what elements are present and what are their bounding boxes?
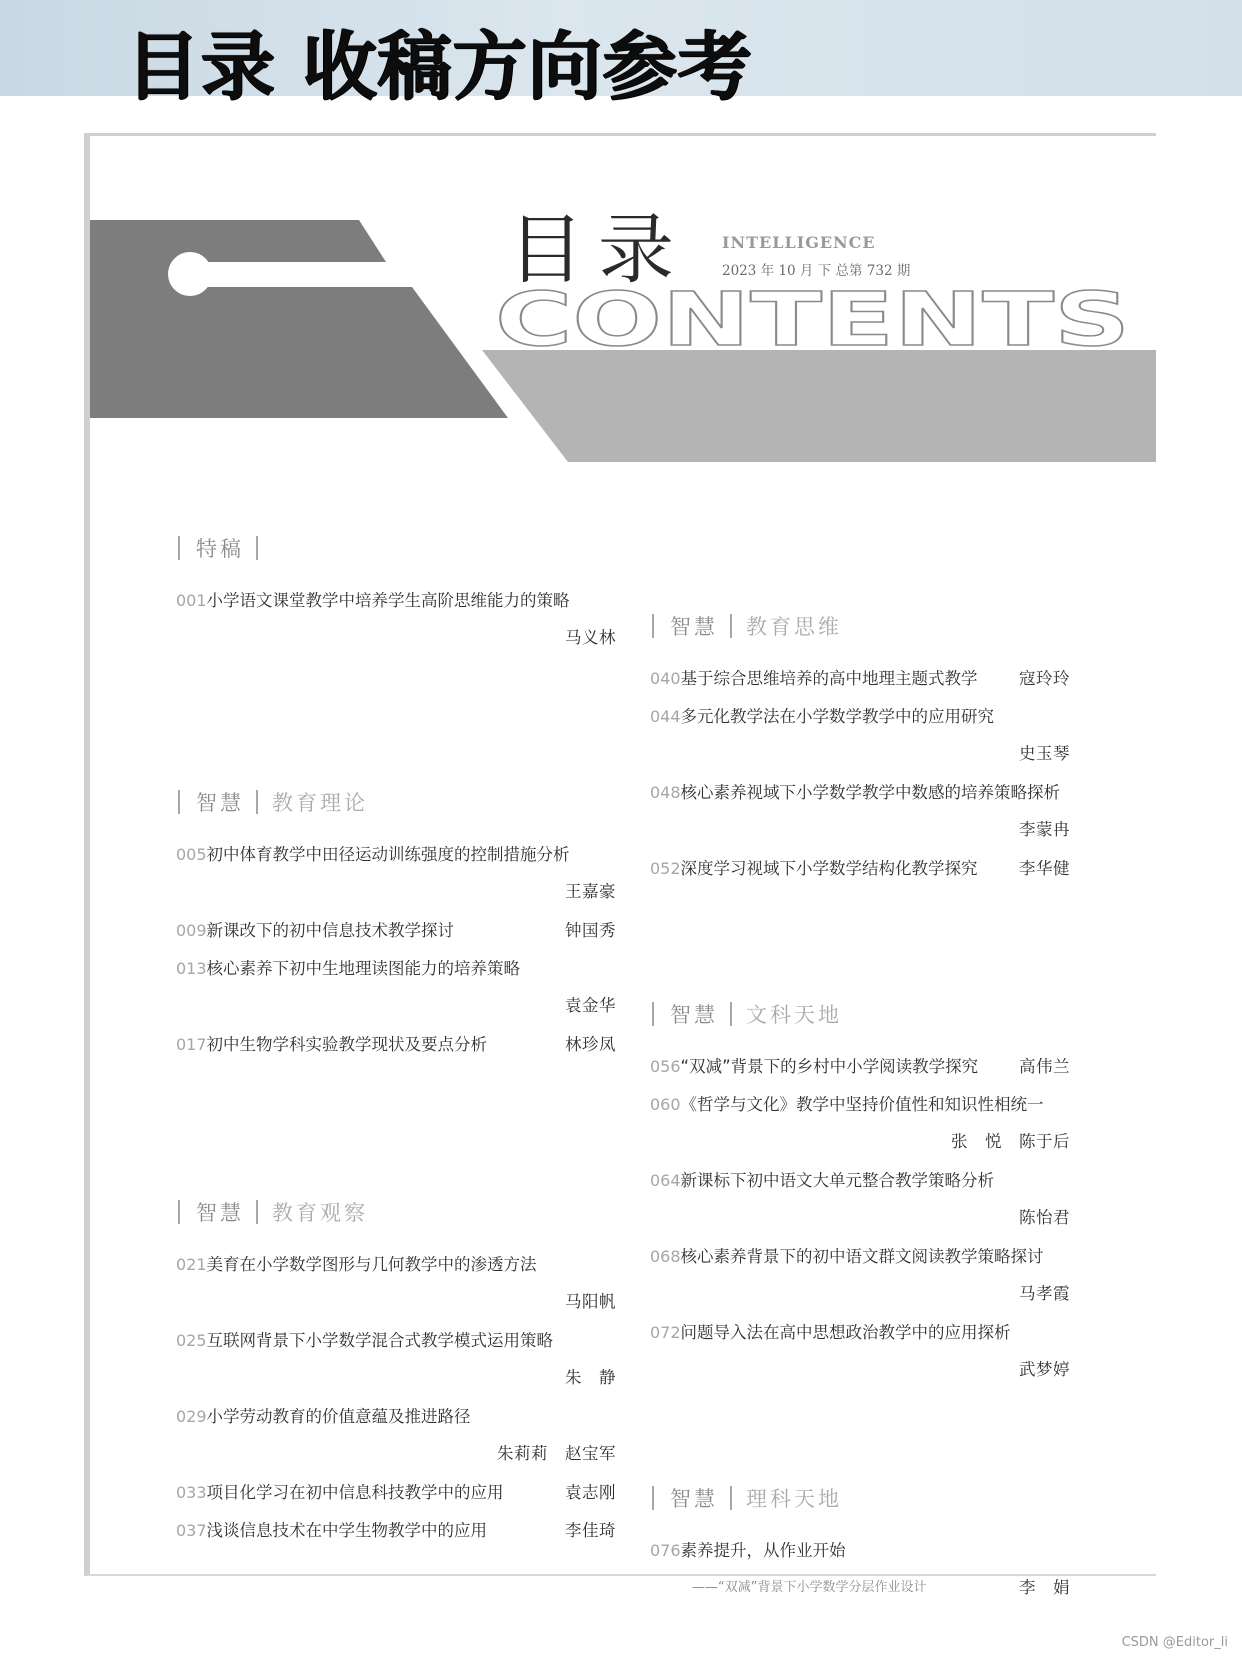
author-name: 马义林 [565, 628, 616, 647]
divider [730, 1486, 732, 1510]
page-number: 068 [650, 1247, 681, 1266]
page-number: 037 [176, 1521, 207, 1540]
toc-section [176, 532, 616, 658]
divider [256, 1200, 258, 1224]
page-number: 072 [650, 1323, 681, 1342]
article-title: 《哲学与文化》教学中坚持价值性和知识性相统一 [680, 1094, 1044, 1114]
page-number: 025 [176, 1331, 207, 1350]
section-category: 智慧 [196, 791, 244, 815]
toc-entry[interactable] [650, 1086, 1070, 1162]
author-name: 高伟兰 [1019, 1056, 1070, 1076]
entry-author-row [650, 1276, 1070, 1314]
article-title: 项目化学习在初中信息科技教学中的应用 [206, 1482, 504, 1502]
page-number: 048 [650, 783, 681, 802]
toc-section [176, 786, 616, 1064]
divider [730, 1002, 732, 1026]
article-title: 多元化教学法在小学数学教学中的应用研究 [680, 706, 995, 726]
watermark: CSDN @Editor_li [1121, 1635, 1228, 1650]
entry-list [176, 836, 616, 1064]
entry-title-row [176, 1474, 616, 1512]
divider [730, 614, 732, 638]
author-name: 李佳琦 [565, 1520, 616, 1540]
toc-entry[interactable] [650, 1532, 1070, 1608]
author-name: 陈怡君 [1019, 1208, 1070, 1227]
section-heading [650, 998, 1070, 1030]
entry-title-row [650, 698, 1070, 736]
article-title: 初中体育教学中田径运动训练强度的控制措施分析 [206, 844, 570, 864]
entry-author-row [650, 812, 1070, 850]
toc-entry[interactable] [650, 1048, 1070, 1086]
toc-section [650, 998, 1070, 1390]
entry-author-row [650, 1124, 1070, 1162]
article-title: 小学劳动教育的价值意蕴及推进路径 [206, 1406, 471, 1426]
article-title: 新课标下初中语文大单元整合教学策略分析 [680, 1170, 995, 1190]
article-title: 问题导入法在高中思想政治教学中的应用探析 [680, 1322, 1011, 1342]
section-heading [650, 1482, 1070, 1514]
entry-title-row [650, 1048, 1070, 1086]
page-number: 040 [650, 669, 681, 688]
entry-author-row [176, 874, 616, 912]
toc-entry[interactable] [176, 1398, 616, 1474]
article-title: 素养提升，从作业开始 [680, 1540, 846, 1560]
page-number: 076 [650, 1541, 681, 1560]
article-title: 浅谈信息技术在中学生物教学中的应用 [206, 1520, 488, 1540]
section-category: 智慧 [196, 1201, 244, 1225]
section-category: 特稿 [196, 537, 244, 561]
entry-title-row [650, 1238, 1070, 1276]
toc-entry[interactable] [650, 774, 1070, 850]
toc-entry[interactable] [176, 1512, 616, 1550]
toc-entry[interactable] [176, 582, 616, 658]
author-name: 袁志刚 [565, 1482, 616, 1502]
article-title: “双减”背景下的乡村中小学阅读教学探究 [680, 1056, 979, 1076]
page-number: 033 [176, 1483, 207, 1502]
divider [652, 1486, 654, 1510]
entry-title-row [650, 660, 1070, 698]
entry-list [650, 1532, 1070, 1608]
toc-entry[interactable] [176, 1026, 616, 1064]
entry-list [176, 1246, 616, 1550]
article-title: 核心素养背景下的初中语文群文阅读教学策略探讨 [680, 1246, 1044, 1266]
page-number: 044 [650, 707, 681, 726]
page-number: 064 [650, 1171, 681, 1190]
toc-entry[interactable] [650, 1238, 1070, 1314]
entry-title-row [650, 1314, 1070, 1352]
author-name: 钟国秀 [565, 920, 616, 940]
page-number: 052 [650, 859, 681, 878]
entry-author-row [176, 1360, 616, 1398]
section-category: 智慧 [670, 615, 718, 639]
page-number: 056 [650, 1057, 681, 1076]
author-name: 朱 静 [565, 1368, 616, 1387]
author-name: 武梦婷 [1019, 1360, 1070, 1379]
page-number: 013 [176, 959, 207, 978]
entry-title-row [176, 1398, 616, 1436]
entry-author-row [650, 736, 1070, 774]
entry-list [650, 1048, 1070, 1390]
toc-entry[interactable] [176, 912, 616, 950]
issue-info: 2023 年 10 月 下 总第 732 期 [722, 263, 911, 279]
author-name: 李蒙冉 [1019, 820, 1070, 839]
toc-entry[interactable] [176, 836, 616, 912]
author-name: 马阳帆 [565, 1292, 616, 1311]
header-mulu-title: 目录 [508, 205, 688, 294]
section-heading [176, 532, 616, 564]
entry-title-row [176, 582, 616, 620]
article-title: 小学语文课堂教学中培养学生高阶思维能力的策略 [206, 590, 570, 610]
banner-title: 目录 收稿方向参考 [126, 24, 753, 110]
entry-title-row [650, 850, 1070, 888]
entry-author-row [176, 620, 616, 658]
header-dark-band [90, 220, 508, 418]
toc-entry[interactable] [176, 950, 616, 1026]
toc-right-column [650, 610, 1070, 1608]
section-heading [176, 1196, 616, 1228]
entry-title-row [176, 836, 616, 874]
page-number: 060 [650, 1095, 681, 1114]
entry-list [176, 582, 616, 658]
entry-title-row [650, 774, 1070, 812]
section-heading [650, 610, 1070, 642]
article-subtitle: ——“双减”背景下小学数学分层作业设计 [692, 1580, 927, 1595]
entry-title-row [176, 950, 616, 988]
author-name: 李华健 [1019, 858, 1070, 878]
toc-section [650, 610, 1070, 888]
author-name: 袁金华 [565, 996, 616, 1015]
article-title: 互联网背景下小学数学混合式教学模式运用策略 [206, 1330, 554, 1350]
entry-title-row [650, 1086, 1070, 1124]
entry-author-row [650, 1200, 1070, 1238]
divider [178, 536, 180, 560]
article-title: 核心素养下初中生地理读图能力的培养策略 [206, 958, 521, 978]
entry-author-row [176, 1436, 616, 1474]
section-subtitle: 文科天地 [746, 1003, 842, 1027]
toc-left-column [176, 532, 616, 1550]
toc-section [176, 1196, 616, 1550]
author-name: 张 悦 陈于后 [951, 1132, 1070, 1151]
section-category: 智慧 [670, 1487, 718, 1511]
article-title: 初中生物学科实验教学现状及要点分析 [206, 1034, 488, 1054]
article-title: 深度学习视域下小学数学结构化教学探究 [680, 858, 978, 878]
entry-list [650, 660, 1070, 888]
article-title: 基于综合思维培养的高中地理主题式教学 [680, 668, 978, 688]
entry-subtitle-row [650, 1570, 1070, 1608]
page-number: 005 [176, 845, 207, 864]
toc-entry[interactable] [176, 1246, 616, 1322]
page-number: 009 [176, 921, 207, 940]
author-name: 朱莉莉 赵宝军 [497, 1444, 616, 1463]
page-number: 017 [176, 1035, 207, 1054]
entry-author-row [176, 1284, 616, 1322]
section-subtitle: 教育观察 [272, 1201, 368, 1225]
page-number: 021 [176, 1255, 207, 1274]
article-title: 新课改下的初中信息技术教学探讨 [206, 920, 455, 940]
entry-title-row [650, 1532, 1070, 1570]
entry-title-row [176, 1246, 616, 1284]
entry-author-row [176, 988, 616, 1026]
author-name: 史玉琴 [1019, 744, 1070, 763]
toc-entry[interactable] [650, 1162, 1070, 1238]
page-number: 001 [176, 591, 207, 610]
toc-section [650, 1482, 1070, 1608]
toc-entry[interactable] [650, 660, 1070, 698]
entry-title-row [176, 912, 616, 950]
toc-entry[interactable] [650, 698, 1070, 774]
entry-title-row [176, 1322, 616, 1360]
divider [178, 790, 180, 814]
author-name: 林珍凤 [565, 1034, 616, 1054]
author-name: 马孝霞 [1019, 1284, 1070, 1303]
author-name: 寇玲玲 [1019, 668, 1070, 688]
entry-title-row [176, 1026, 616, 1064]
section-subtitle: 教育思维 [746, 615, 842, 639]
header-circle-icon [168, 252, 212, 296]
contents-outline-text: CONTENTS [495, 277, 1130, 363]
article-title: 核心素养视域下小学数学教学中数感的培养策略探析 [680, 782, 1061, 802]
toc-entry[interactable] [650, 850, 1070, 888]
divider [256, 790, 258, 814]
divider [256, 536, 258, 560]
divider [178, 1200, 180, 1224]
article-title: 美育在小学数学图形与几何教学中的渗透方法 [206, 1254, 537, 1274]
divider [652, 614, 654, 638]
entry-author-row [650, 1352, 1070, 1390]
page-number: 029 [176, 1407, 207, 1426]
entry-title-row [176, 1512, 616, 1550]
author-name: 王嘉豪 [565, 882, 616, 901]
toc-entry[interactable] [176, 1474, 616, 1512]
author-name: 李 娟 [1019, 1578, 1070, 1597]
entry-title-row [650, 1162, 1070, 1200]
section-category: 智慧 [670, 1003, 718, 1027]
header-light-band [482, 350, 1156, 462]
toc-entry[interactable] [650, 1314, 1070, 1390]
section-subtitle: 教育理论 [272, 791, 368, 815]
toc-entry[interactable] [176, 1322, 616, 1398]
divider [652, 1002, 654, 1026]
journal-name: INTELLIGENCE [722, 233, 876, 252]
section-subtitle: 理科天地 [746, 1487, 842, 1511]
section-heading [176, 786, 616, 818]
